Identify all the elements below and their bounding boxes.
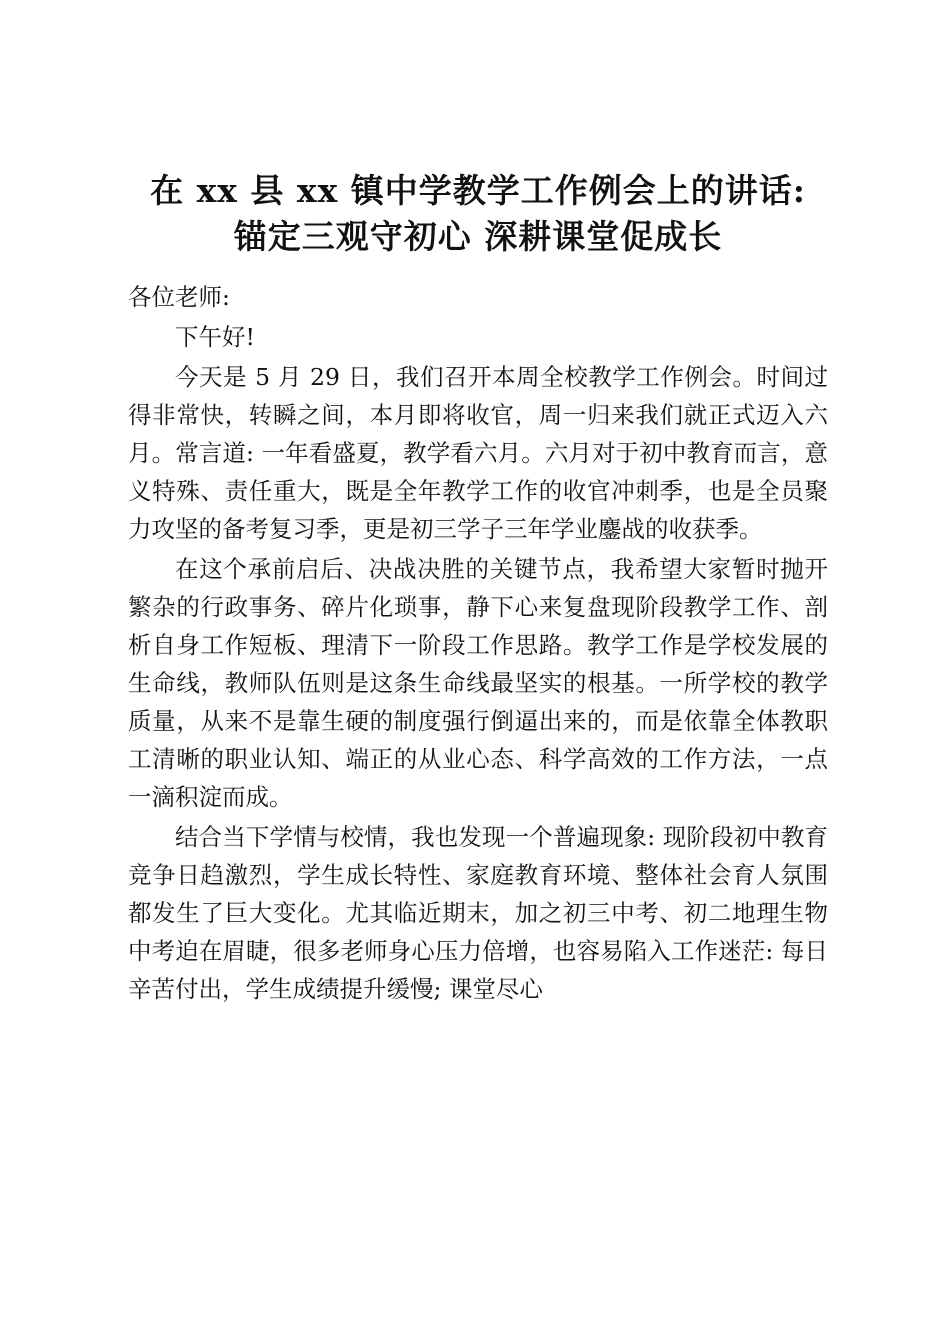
body-paragraph-1: 今天是 5 月 29 日，我们召开本周全校教学工作例会。时间过得非常快，转瞬之间，本月即将收官，周一归来我们就正式迈入六月。常言道: 一年看盛夏，教学看六月。六月对于初中教育而言，意义特殊、责任重大，既是全年教学工作的收官冲刺季，也是全员聚力攻坚的备考复习季，更是初三学子三年学业鏖战的收获季。 (128, 363, 828, 543)
document-page (128, 168, 828, 1008)
greeting: 下午好! (175, 323, 255, 351)
body-paragraph-3: 结合当下学情与校情，我也发现一个普遍现象: 现阶段初中教育竞争日趋激烈，学生成长特性、家庭教育环境、整体社会育人氛围都发生了巨大变化。尤其临近期末，加之初三中考、初二地理生物中考迫在眉睫，很多老师身心压力倍增，也容易陷入工作迷茫: 每日辛苦付出，学生成绩提升缓慢; 课堂尽心 (128, 823, 828, 1003)
document-title (128, 168, 828, 260)
body-paragraph-2: 在这个承前启后、决战决胜的关键节点，我希望大家暂时抛开繁杂的行政事务、碎片化琐事，静下心来复盘现阶段教学工作、剖析自身工作短板、理清下一阶段工作思路。教学工作是学校发展的生命线，教师队伍则是这条生命线最坚实的根基。一所学校的教学质量，从来不是靠生硬的制度强行倒逼出来的，而是依靠全体教职工清晰的职业认知、端正的从业心态、科学高效的工作方法，一点一滴积淀而成。 (128, 555, 828, 811)
salutation: 各位老师: (128, 283, 230, 311)
title-line-1: 在 xx 县 xx 镇中学教学工作例会上的讲话: (150, 171, 806, 210)
title-line-2: 锚定三观守初心 深耕课堂促成长 (233, 217, 723, 256)
